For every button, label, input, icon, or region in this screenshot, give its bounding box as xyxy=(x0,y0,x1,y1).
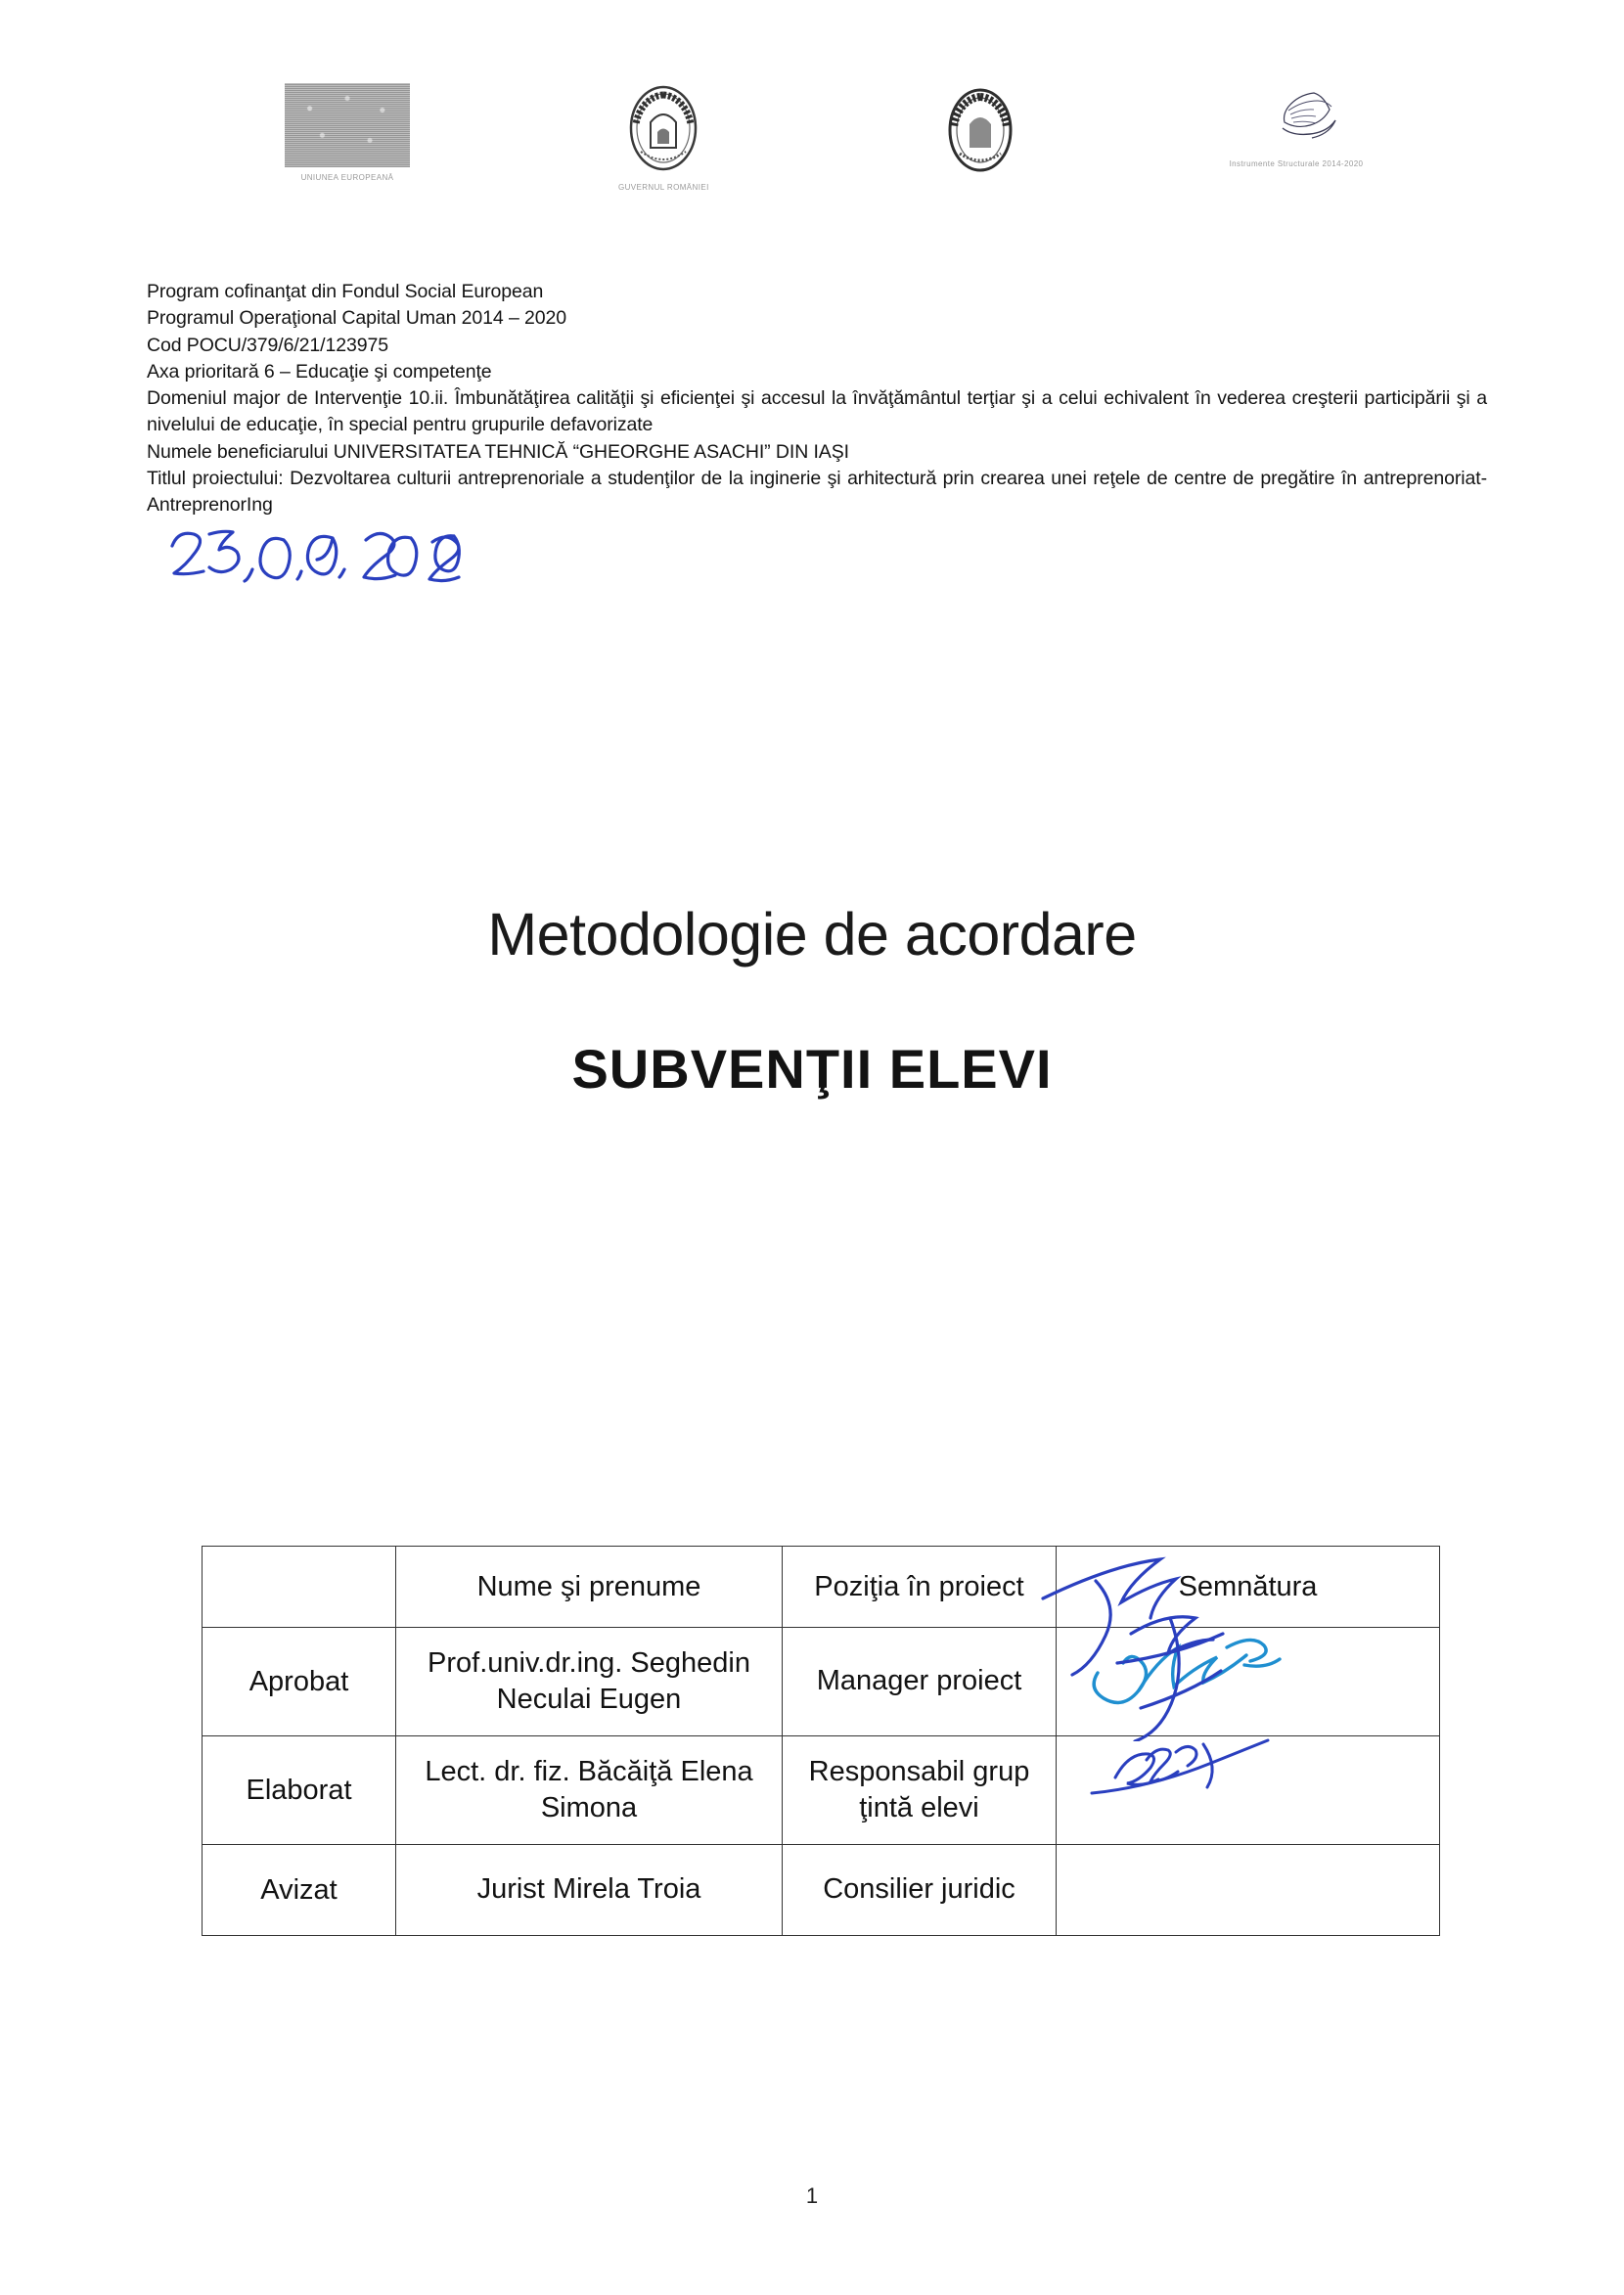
row-signature-avizat xyxy=(1057,1845,1440,1936)
page-subtitle: SUBVENŢII ELEVI xyxy=(571,1038,1053,1100)
approval-table-wrapper xyxy=(202,1546,1439,1936)
approval-table xyxy=(202,1546,1440,1936)
row-role-avizat: Avizat xyxy=(203,1845,396,1936)
table-header-signature: Semnătura xyxy=(1057,1547,1440,1628)
header-line-project-title: Titlul proiectului: Dezvoltarea culturii antreprenoriale a studenţilor de la inginerie şi arhitectură prin crearea unei reţele de centre de pregătire în antreprenoriat-AntreprenorIng xyxy=(147,468,1487,517)
header-line-intervention-domain: Domeniul major de Intervenţie 10.ii. Îmbunătăţirea calităţii şi eficienţei şi accesul la învăţământul terţiar şi a celui echivalent în vederea creşterii participării şi a nivelului de educaţie, în special pentru grupurile defavorizate xyxy=(147,387,1487,436)
government-seal-caption: GUVERNUL ROMÂNIEI xyxy=(617,183,709,192)
row-role-elaborat: Elaborat xyxy=(203,1736,396,1845)
table-header-role xyxy=(203,1547,396,1628)
handwritten-date xyxy=(147,517,558,595)
structural-instruments-caption: Instrumente Structurale 2014-2020 xyxy=(1229,159,1364,168)
header-line-beneficiary: Numele beneficiarului UNIVERSITATEA TEHNICĂ “GHEORGHE ASACHI” DIN IAŞI xyxy=(147,440,849,463)
table-row xyxy=(203,1628,1440,1736)
government-seal-icon xyxy=(627,83,699,177)
row-signature-elaborat xyxy=(1057,1736,1440,1845)
row-position-aprobat: Manager proiect xyxy=(783,1628,1057,1736)
row-role-aprobat: Aprobat xyxy=(203,1628,396,1736)
table-row xyxy=(203,1845,1440,1936)
row-name-aprobat: Prof.univ.dr.ing. Seghedin Neculai Eugen xyxy=(396,1628,783,1736)
ministry-seal-logo xyxy=(878,83,1083,201)
header-line-operational-program: Programul Operaţional Capital Uman 2014 – 2020 xyxy=(147,307,566,330)
header-logo-strip xyxy=(245,83,1399,201)
romanian-government-seal-logo xyxy=(561,83,766,201)
header-line-code: Cod POCU/379/6/21/123975 xyxy=(147,334,388,356)
ministry-seal-icon xyxy=(944,83,1016,177)
table-header-name: Nume şi prenume xyxy=(396,1547,783,1628)
header-line-priority-axis: Axa prioritară 6 – Educaţie şi competenţe xyxy=(147,360,492,382)
row-name-elaborat: Lect. dr. fiz. Băcăiţă Elena Simona xyxy=(396,1736,783,1845)
page-title: Metodologie de acordare xyxy=(487,901,1137,968)
header-line-program: Program cofinanţat din Fondul Social European xyxy=(147,281,544,302)
table-row xyxy=(203,1736,1440,1845)
ginkgo-leaf-icon xyxy=(1238,83,1355,154)
eu-flag-caption: UNIUNEA EUROPEANĂ xyxy=(300,173,394,182)
page-number: 1 xyxy=(805,2183,819,2208)
row-position-elaborat: Responsabil grup ţintă elevi xyxy=(783,1736,1057,1845)
row-name-avizat: Jurist Mirela Troia xyxy=(396,1845,783,1936)
row-position-avizat: Consilier juridic xyxy=(783,1845,1057,1936)
eu-flag-logo xyxy=(245,83,450,201)
eu-flag-icon xyxy=(285,83,410,167)
structural-instruments-logo xyxy=(1194,83,1399,201)
table-header-row xyxy=(203,1547,1440,1628)
row-signature-aprobat xyxy=(1057,1628,1440,1736)
project-header-text-block xyxy=(147,279,1487,519)
table-header-position: Poziţia în proiect xyxy=(783,1547,1057,1628)
